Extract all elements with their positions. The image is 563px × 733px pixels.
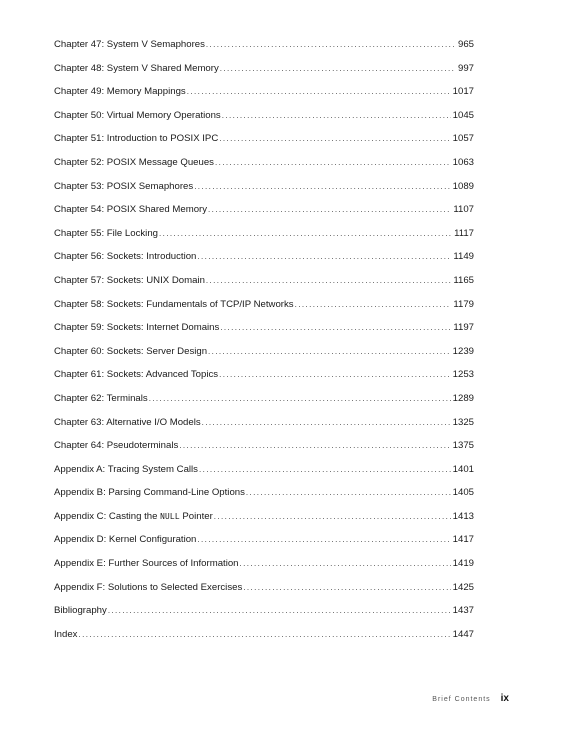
- dot-leader: [220, 57, 456, 81]
- toc-entry-title: Chapter 61: Sockets: Advanced Topics: [54, 369, 219, 381]
- toc-entry-appendix-f: [54, 576, 474, 600]
- toc-entry-chapter-54: [54, 198, 474, 222]
- toc-entry-page: 1417: [452, 534, 474, 546]
- dot-leader: [206, 269, 451, 293]
- dot-leader: [202, 411, 451, 435]
- toc-entry-page: 1325: [452, 416, 474, 428]
- toc-entry-chapter-58: [54, 293, 474, 317]
- toc-entry-page: 1413: [452, 510, 474, 522]
- toc-entry-chapter-50: [54, 104, 474, 128]
- toc-entry-title: Chapter 58: Sockets: Fundamentals of TCP/IP Networks: [54, 298, 294, 310]
- dot-leader: [179, 434, 450, 458]
- toc-entry-title-prefix: Appendix C: Casting the: [54, 510, 161, 522]
- page-number: ix: [500, 693, 509, 704]
- toc-entry-title: Chapter 60: Sockets: Server Design: [54, 345, 208, 357]
- toc-entry-page: 965: [457, 39, 474, 50]
- toc-entry-appendix-d: [54, 528, 474, 552]
- toc-entry-title: Chapter 54: POSIX Shared Memory: [54, 204, 208, 216]
- dot-leader: [295, 293, 452, 317]
- dot-leader: [220, 316, 451, 340]
- dot-leader: [199, 458, 451, 482]
- toc-entry-index: [54, 623, 474, 647]
- toc-entry-chapter-47: [54, 33, 474, 57]
- dot-leader: [243, 576, 450, 600]
- toc-entry-page: 1149: [453, 251, 474, 263]
- toc-entry-appendix-c: [54, 505, 474, 529]
- toc-entry-page: 1419: [452, 558, 474, 570]
- page-footer: [432, 693, 509, 704]
- toc-entry-title-code: NULL: [160, 511, 180, 521]
- dot-leader: [197, 245, 451, 269]
- toc-entry-title: Chapter 48: System V Shared Memory: [54, 62, 219, 74]
- dot-leader: [159, 222, 452, 246]
- toc-entry-chapter-63: [54, 411, 474, 435]
- toc-entry-page: 1179: [453, 298, 474, 310]
- toc-entry-title-suffix: Pointer: [179, 510, 213, 522]
- toc-entry-page: 1089: [452, 180, 474, 192]
- toc-entry-chapter-48: [54, 57, 474, 81]
- toc-entry-page: 1289: [452, 392, 474, 404]
- dot-leader: [149, 387, 451, 411]
- toc-entry-page: 1401: [452, 463, 474, 475]
- toc-entry-title: Chapter 47: System V Semaphores: [54, 39, 205, 50]
- toc-entry-title: Chapter 55: File Locking: [54, 227, 158, 239]
- toc-entry-chapter-62: [54, 387, 474, 411]
- toc-entry-page: 1253: [452, 369, 474, 381]
- running-footer-label: Brief Contents: [432, 696, 491, 703]
- toc-entry-chapter-64: [54, 434, 474, 458]
- toc-entry-title: Chapter 49: Memory Mappings: [54, 86, 186, 98]
- toc-entry-page: 1107: [453, 204, 474, 216]
- toc-entry-page: 1165: [453, 274, 474, 286]
- toc-entry-page: 1117: [454, 227, 474, 239]
- toc-entry-chapter-55: [54, 222, 474, 246]
- toc-entry-chapter-51: [54, 127, 474, 151]
- dot-leader: [219, 363, 451, 387]
- dot-leader: [108, 599, 451, 623]
- toc-entry-title: Chapter 62: Terminals: [54, 392, 148, 404]
- toc-entry-chapter-56: [54, 245, 474, 269]
- toc-entry-title: Chapter 50: Virtual Memory Operations: [54, 109, 221, 121]
- table-of-contents: [54, 33, 474, 646]
- dot-leader: [222, 104, 451, 128]
- toc-entry-title: [54, 505, 214, 529]
- dot-leader: [219, 127, 450, 151]
- dot-leader: [215, 151, 451, 175]
- dot-leader: [208, 340, 451, 364]
- toc-entry-title: Chapter 56: Sockets: Introduction: [54, 251, 197, 263]
- toc-entry-page: 1405: [452, 487, 474, 499]
- toc-entry-page: 1375: [452, 440, 474, 452]
- toc-entry-chapter-61: [54, 363, 474, 387]
- toc-entry-title: Chapter 59: Sockets: Internet Domains: [54, 322, 220, 334]
- toc-entry-title: Appendix E: Further Sources of Information: [54, 558, 239, 570]
- toc-entry-chapter-52: [54, 151, 474, 175]
- dot-leader: [187, 80, 451, 104]
- toc-entry-page: 1057: [452, 133, 474, 145]
- toc-entry-page: 1197: [453, 322, 474, 334]
- toc-entry-page: 1017: [452, 86, 474, 98]
- toc-entry-appendix-a: [54, 458, 474, 482]
- dot-leader: [78, 623, 450, 647]
- dot-leader: [214, 505, 451, 529]
- toc-entry-title: Chapter 51: Introduction to POSIX IPC: [54, 133, 219, 145]
- toc-entry-page: 1447: [452, 628, 474, 640]
- toc-entry-title: Appendix A: Tracing System Calls: [54, 463, 198, 475]
- toc-entry-page: 1045: [452, 109, 474, 121]
- toc-entry-title: Appendix D: Kernel Configuration: [54, 534, 197, 546]
- dot-leader: [206, 33, 456, 57]
- toc-entry-page: 1437: [452, 605, 474, 617]
- dot-leader: [240, 552, 451, 576]
- dot-leader: [197, 528, 450, 552]
- toc-entry-title: Index: [54, 628, 78, 640]
- toc-entry-page: 1063: [452, 156, 474, 168]
- toc-entry-title: Chapter 57: Sockets: UNIX Domain: [54, 274, 205, 286]
- dot-leader: [194, 175, 450, 199]
- dot-leader: [208, 198, 451, 222]
- toc-entry-title: Chapter 63: Alternative I/O Models: [54, 416, 201, 428]
- toc-entry-page: 997: [457, 62, 474, 74]
- toc-entry-chapter-60: [54, 340, 474, 364]
- toc-entry-chapter-49: [54, 80, 474, 104]
- toc-entry-appendix-b: [54, 481, 474, 505]
- toc-entry-chapter-53: [54, 175, 474, 199]
- toc-entry-title: Appendix F: Solutions to Selected Exercises: [54, 581, 243, 593]
- toc-entry-chapter-59: [54, 316, 474, 340]
- toc-entry-appendix-e: [54, 552, 474, 576]
- toc-entry-title: Bibliography: [54, 605, 107, 617]
- toc-entry-title: Chapter 52: POSIX Message Queues: [54, 156, 214, 168]
- toc-entry-title: Appendix B: Parsing Command-Line Options: [54, 487, 245, 499]
- toc-entry-page: 1239: [452, 345, 474, 357]
- dot-leader: [246, 481, 451, 505]
- toc-entry-bibliography: [54, 599, 474, 623]
- toc-entry-title: Chapter 64: Pseudoterminals: [54, 440, 179, 452]
- toc-entry-page: 1425: [452, 581, 474, 593]
- toc-entry-chapter-57: [54, 269, 474, 293]
- toc-entry-title: Chapter 53: POSIX Semaphores: [54, 180, 194, 192]
